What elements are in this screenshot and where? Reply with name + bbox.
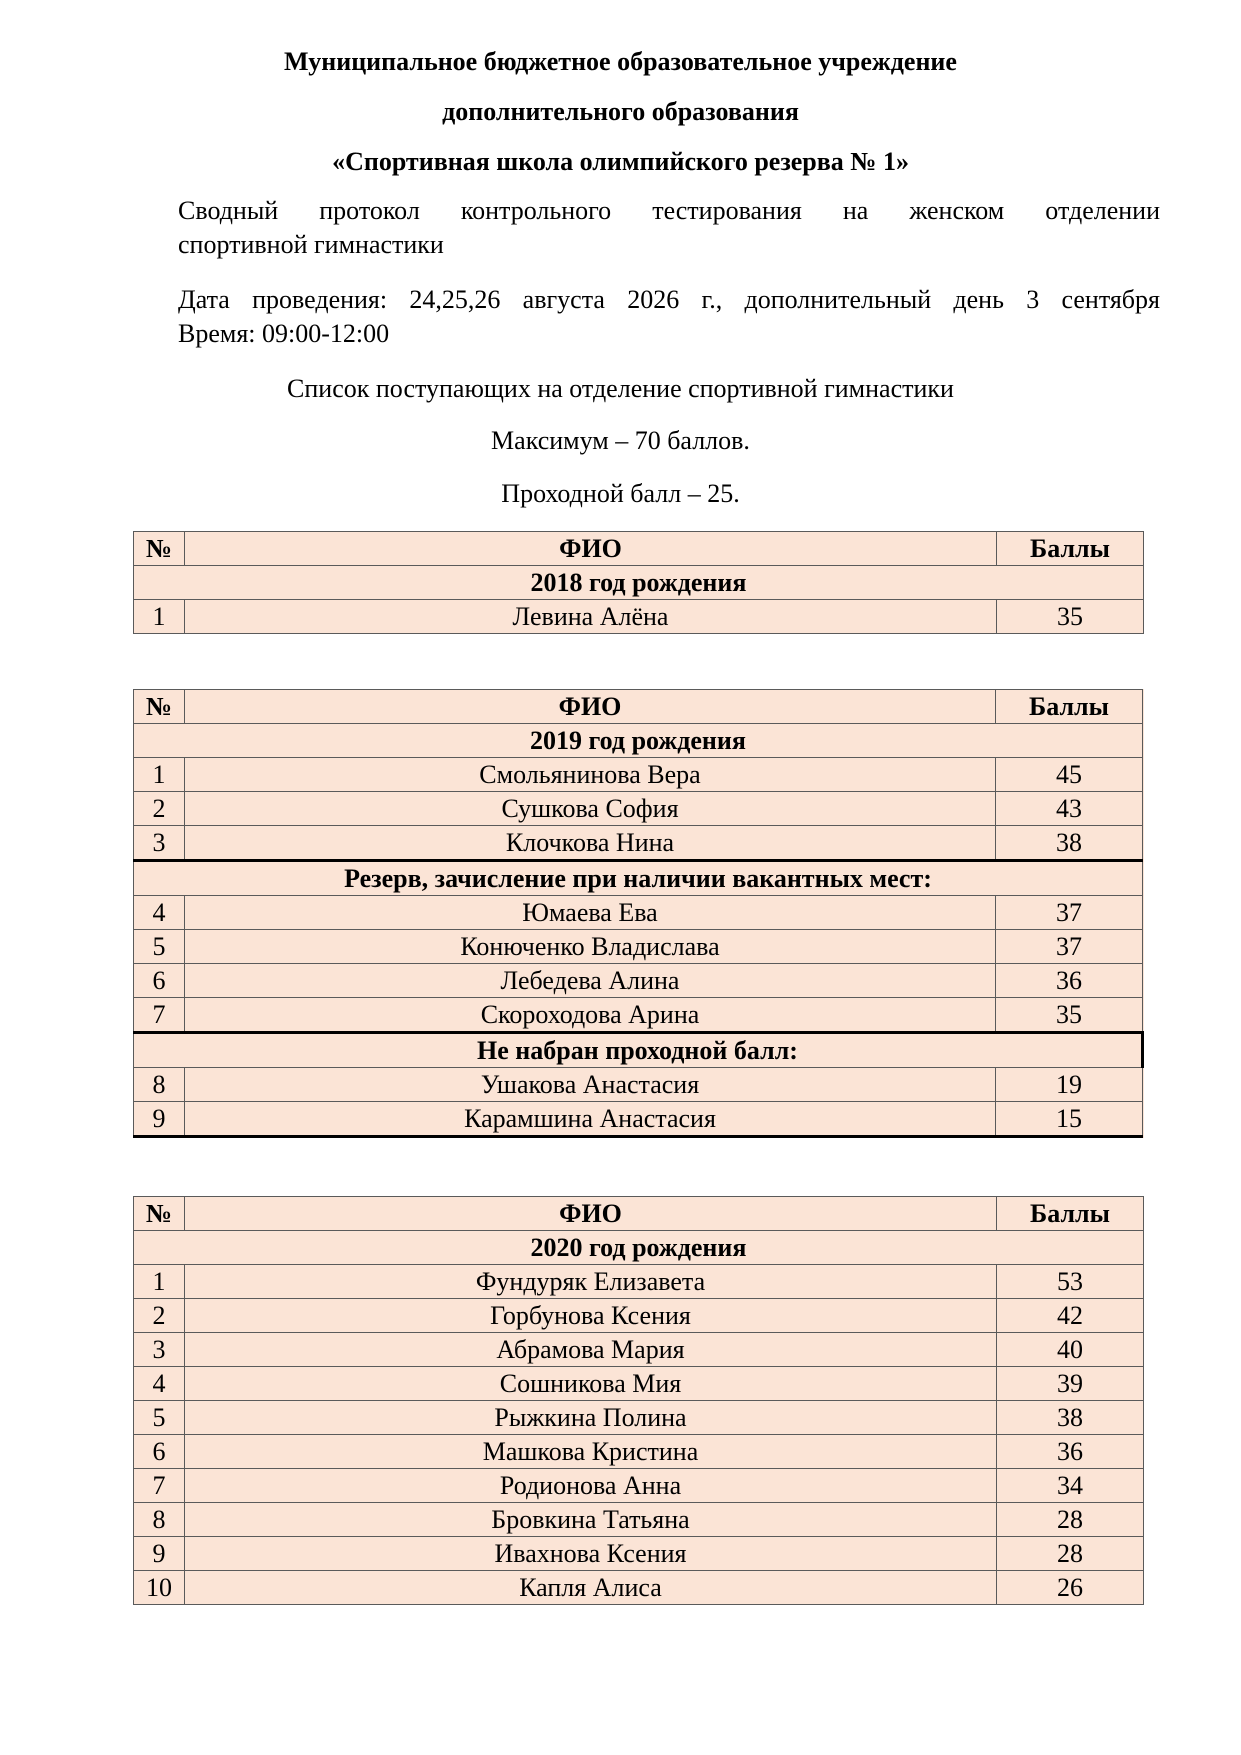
results-table-2019 xyxy=(133,689,1144,1138)
row-name: Карамшина Анастасия xyxy=(185,1102,996,1137)
schedule-block xyxy=(178,283,1160,351)
group-row xyxy=(134,724,1143,758)
row-num: 6 xyxy=(134,1435,185,1469)
table-row xyxy=(134,758,1143,792)
schedule-date: Дата проведения: 24,25,26 августа 2026 г., дополнительный день 3 сентября xyxy=(178,285,1160,314)
failed-group-row xyxy=(134,1033,1143,1068)
protocol-title-line-2: спортивной гимнастики xyxy=(178,230,444,259)
row-name: Рыжкина Полина xyxy=(185,1401,997,1435)
row-score: 38 xyxy=(996,826,1143,861)
row-name: Капля Алиса xyxy=(185,1571,997,1605)
row-num: 4 xyxy=(134,1367,185,1401)
table-header-row xyxy=(134,532,1144,566)
group-title: 2019 год рождения xyxy=(134,724,1143,758)
table-row xyxy=(134,930,1143,964)
row-name: Юмаева Ева xyxy=(185,896,996,930)
table-row xyxy=(134,1537,1144,1571)
table-row xyxy=(134,600,1144,634)
row-name: Скороходова Арина xyxy=(185,998,996,1033)
institution-name-line-3: «Спортивная школа олимпийского резерва № 1» xyxy=(332,147,909,176)
row-name: Ивахнова Ксения xyxy=(185,1537,997,1571)
row-num: 1 xyxy=(134,1265,185,1299)
col-name-header: ФИО xyxy=(185,532,997,566)
col-num-header: № xyxy=(134,532,185,566)
row-name: Абрамова Мария xyxy=(185,1333,997,1367)
schedule-time: Время: 09:00-12:00 xyxy=(178,319,390,348)
row-name: Родионова Анна xyxy=(185,1469,997,1503)
row-score: 45 xyxy=(996,758,1143,792)
row-score: 36 xyxy=(997,1435,1144,1469)
table-row xyxy=(134,1265,1144,1299)
table-row xyxy=(134,1102,1143,1137)
table-row xyxy=(134,826,1143,861)
row-num: 6 xyxy=(134,964,185,998)
group-row xyxy=(134,1231,1144,1265)
results-table-2018 xyxy=(133,531,1144,634)
col-score-header: Баллы xyxy=(997,1197,1144,1231)
row-num: 10 xyxy=(134,1571,185,1605)
row-num: 7 xyxy=(134,998,185,1033)
group-title: 2018 год рождения xyxy=(134,566,1144,600)
row-num: 2 xyxy=(134,792,185,826)
table-row xyxy=(134,1571,1144,1605)
row-score: 15 xyxy=(996,1102,1143,1137)
institution-name-line-2: дополнительного образования xyxy=(442,97,799,126)
table-row xyxy=(134,792,1143,826)
row-num: 5 xyxy=(134,1401,185,1435)
row-name: Клочкова Нина xyxy=(185,826,996,861)
col-name-header: ФИО xyxy=(185,690,996,724)
row-name: Машкова Кристина xyxy=(185,1435,997,1469)
row-score: 28 xyxy=(997,1537,1144,1571)
row-score: 43 xyxy=(996,792,1143,826)
col-name-header: ФИО xyxy=(185,1197,997,1231)
row-name: Горбунова Ксения xyxy=(185,1299,997,1333)
table-row xyxy=(134,1503,1144,1537)
row-num: 9 xyxy=(134,1102,185,1137)
col-num-header: № xyxy=(134,1197,185,1231)
row-num: 1 xyxy=(134,758,185,792)
row-name: Бровкина Татьяна xyxy=(185,1503,997,1537)
row-num: 9 xyxy=(134,1537,185,1571)
row-name: Ушакова Анастасия xyxy=(185,1068,996,1102)
row-score: 19 xyxy=(996,1068,1143,1102)
row-score: 53 xyxy=(997,1265,1144,1299)
protocol-title xyxy=(178,194,1160,262)
pass-score: Проходной балл – 25. xyxy=(501,479,740,508)
row-score: 28 xyxy=(997,1503,1144,1537)
row-name: Сошникова Мия xyxy=(185,1367,997,1401)
row-score: 26 xyxy=(997,1571,1144,1605)
group-title: 2020 год рождения xyxy=(134,1231,1144,1265)
table-row xyxy=(134,998,1143,1033)
row-name: Лебедева Алина xyxy=(185,964,996,998)
table-header-row xyxy=(134,690,1143,724)
row-num: 8 xyxy=(134,1503,185,1537)
row-num: 5 xyxy=(134,930,185,964)
row-name: Сушкова София xyxy=(185,792,996,826)
row-name: Смольянинова Вера xyxy=(185,758,996,792)
col-num-header: № xyxy=(134,690,185,724)
col-score-header: Баллы xyxy=(996,690,1143,724)
table-row xyxy=(134,964,1143,998)
row-score: 35 xyxy=(996,998,1143,1033)
row-num: 3 xyxy=(134,826,185,861)
row-num: 7 xyxy=(134,1469,185,1503)
row-name: Левина Алёна xyxy=(185,600,997,634)
group-row xyxy=(134,566,1144,600)
table-row xyxy=(134,1068,1143,1102)
reserve-title: Резерв, зачисление при наличии вакантных мест: xyxy=(134,861,1143,896)
row-name: Конюченко Владислава xyxy=(185,930,996,964)
row-score: 35 xyxy=(997,600,1144,634)
table-row xyxy=(134,1333,1144,1367)
institution-name-line-1: Муниципальное бюджетное образовательное учреждение xyxy=(284,47,957,76)
reserve-group-row xyxy=(134,861,1143,896)
protocol-title-line-1: Сводный протокол контрольного тестирования на женском отделении xyxy=(178,196,1160,225)
col-score-header: Баллы xyxy=(997,532,1144,566)
row-score: 37 xyxy=(996,930,1143,964)
list-title: Список поступающих на отделение спортивной гимнастики xyxy=(287,374,954,403)
table-row xyxy=(134,1401,1144,1435)
row-score: 39 xyxy=(997,1367,1144,1401)
row-score: 42 xyxy=(997,1299,1144,1333)
table-header-row xyxy=(134,1197,1144,1231)
row-name: Фундуряк Елизавета xyxy=(185,1265,997,1299)
row-num: 4 xyxy=(134,896,185,930)
row-num: 2 xyxy=(134,1299,185,1333)
table-row xyxy=(134,1299,1144,1333)
row-num: 3 xyxy=(134,1333,185,1367)
max-score: Максимум – 70 баллов. xyxy=(491,426,750,455)
row-num: 8 xyxy=(134,1068,185,1102)
row-score: 40 xyxy=(997,1333,1144,1367)
row-score: 37 xyxy=(996,896,1143,930)
row-score: 34 xyxy=(997,1469,1144,1503)
table-row xyxy=(134,1469,1144,1503)
table-row xyxy=(134,896,1143,930)
row-score: 38 xyxy=(997,1401,1144,1435)
table-row xyxy=(134,1367,1144,1401)
failed-title: Не набран проходной балл: xyxy=(134,1033,1143,1068)
row-score: 36 xyxy=(996,964,1143,998)
results-table-2020 xyxy=(133,1196,1144,1605)
row-num: 1 xyxy=(134,600,185,634)
table-row xyxy=(134,1435,1144,1469)
